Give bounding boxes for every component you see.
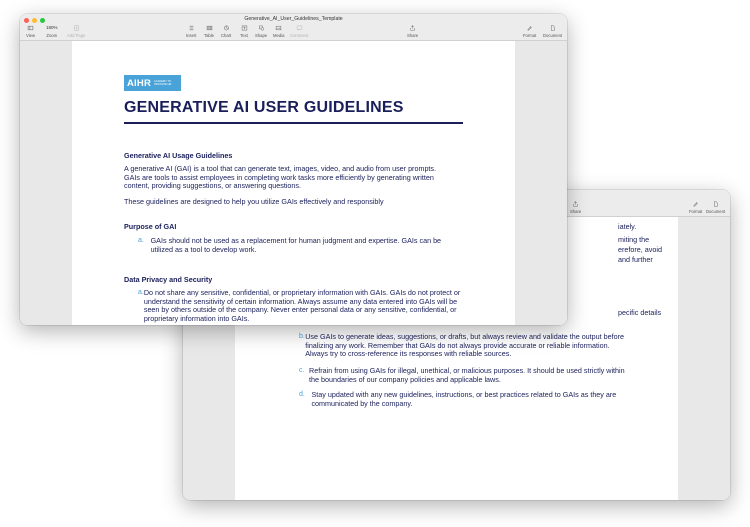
chart-icon [222, 25, 230, 31]
list-marker: a. [138, 289, 144, 296]
text-button[interactable]: Text [240, 25, 248, 38]
list-text: Use GAIs to generate ideas, suggestions, or drafts, but always review and validate the output before finalizing any work. Remember that GAIs do not always provide accurate or reliable information. Always try to cross-reference its responses with reliable sources. [305, 332, 625, 359]
share-icon [572, 201, 580, 207]
list-item [299, 391, 629, 408]
table-button[interactable]: Table [204, 25, 214, 38]
list-marker: c. [299, 367, 305, 374]
zoom-value: 180% [46, 25, 58, 30]
document-button[interactable]: Document [706, 201, 725, 214]
section-heading: Purpose of GAI [124, 222, 177, 231]
page-title: GENERATIVE AI USER GUIDELINES [124, 99, 404, 116]
shape-icon [257, 25, 265, 31]
title-underline [124, 122, 463, 124]
format-button[interactable]: Format [689, 201, 702, 214]
text-fragment: miting the [618, 235, 650, 244]
document-icon [549, 25, 557, 31]
page-gutter-right [515, 41, 567, 325]
section-heading: Data Privacy and Security [124, 275, 213, 284]
text-fragment: pecific details [618, 308, 662, 317]
document-window-front[interactable] [20, 14, 567, 325]
table-icon [205, 25, 213, 31]
list-item [299, 333, 629, 359]
page-gutter-left [20, 41, 72, 325]
format-button[interactable]: Format [523, 25, 536, 38]
document-icon [712, 201, 720, 207]
document-button[interactable]: Document [543, 25, 562, 38]
media-button[interactable]: Media [273, 25, 284, 38]
page-gutter-right [678, 217, 730, 500]
list-item [138, 289, 464, 324]
add-page-button[interactable]: Add Page [67, 25, 85, 38]
text-icon [240, 25, 248, 31]
list-item [138, 237, 464, 254]
comment-icon [295, 25, 303, 31]
view-button[interactable]: View [26, 25, 35, 38]
list-text: GAIs should not be used as a replacement for human judgment and expertise. GAIs can be utilized as a tool to develop work. [150, 236, 442, 254]
comment-button[interactable]: Comment [290, 25, 308, 38]
text-fragment: erefore, avoid [618, 245, 662, 254]
paragraph: These guidelines are designed to help you utilize GAIs effectively and responsibly [124, 197, 384, 206]
list-text: Refrain from using GAIs for illegal, unethical, or malicious purposes. It should be used strictly within the boundaries of our company policies and applicable laws. [309, 366, 625, 384]
document-page[interactable] [72, 41, 515, 325]
list-text: Stay updated with any new guidelines, instructions, or best practices related to GAIs as they are communicated by the company. [311, 390, 617, 408]
list-item [299, 367, 629, 384]
insert-icon [187, 25, 195, 31]
window-title: Generative_AI_User_Guidelines_Template [244, 16, 343, 22]
text-fragment: iately. [618, 222, 637, 231]
aihr-logo: AIHR ACADEMY TO INNOVATE HR [124, 75, 181, 91]
share-icon [409, 25, 417, 31]
chart-button[interactable]: Chart [221, 25, 231, 38]
media-icon [275, 25, 283, 31]
list-marker: b. [299, 333, 305, 340]
zoom-control[interactable]: 180% Zoom [46, 25, 58, 38]
insert-button[interactable]: Insert [186, 25, 196, 38]
section-heading: Generative AI Usage Guidelines [124, 151, 233, 160]
list-text: Do not share any sensitive, confidential, or proprietary information with GAIs. GAIs do not protect or understand the sensitivity of certain information. Always assume any data entered into GAIs will be seen by others outside of the company. Never enter personal data or any sensitive, confidential, or proprietary information into GAIs. [143, 288, 461, 324]
paragraph: A generative AI (GAI) is a tool that can generate text, images, video, and audio from user prompts. GAIs are tools to assist employees in completing work tasks more efficiently by generating written content, providing suggestions, or answering questions. [124, 164, 437, 191]
list-marker: d. [299, 391, 305, 398]
format-icon [526, 25, 534, 31]
share-button[interactable]: Share [407, 25, 418, 38]
share-button[interactable]: Share [570, 201, 581, 214]
toolbar [20, 14, 567, 41]
format-icon [692, 201, 700, 207]
shape-button[interactable]: Shape [255, 25, 267, 38]
text-fragment: and further [618, 255, 653, 264]
list-marker: a. [138, 237, 144, 244]
sidebar-icon [27, 25, 35, 31]
add-page-icon [72, 25, 80, 31]
